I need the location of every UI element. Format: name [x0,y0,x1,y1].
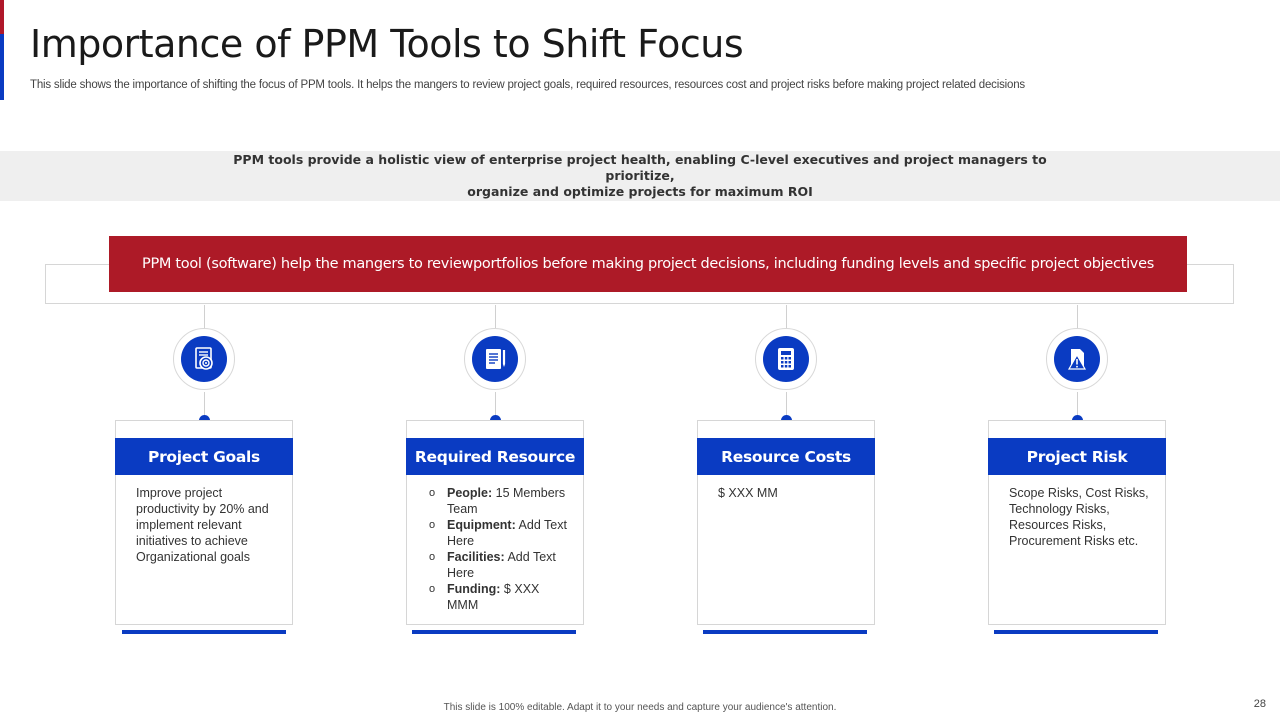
list-item [427,581,567,613]
card-underline [412,630,576,634]
card-title: Project Risk [988,438,1166,475]
item-label: Equipment: [447,518,516,532]
card-text: Improve project productivity by 20% and implement relevant initiatives to achieve Organizational goals [136,486,269,564]
highlight-line-2: organize and optimize projects for maximum ROI [467,184,813,199]
calculator-icon [763,336,809,382]
connector-line [1077,392,1078,416]
red-banner: PPM tool (software) help the mangers to reviewportfolios before making project decisions, including funding levels and specific project objectives [109,236,1187,292]
card-body [718,485,858,501]
page-title: Importance of PPM Tools to Shift Focus [30,22,744,66]
card-body [1009,485,1149,549]
item-label: People: [447,486,493,500]
card-required-resource [406,420,584,625]
accent-bar-red [0,0,4,34]
card-text: $ XXX MM [718,486,778,500]
connector-line [495,305,496,328]
list-item [427,517,567,549]
card-title: Required Resource [406,438,584,475]
item-text: 15 Members Team [447,486,566,516]
item-text: $ XXX MMM [447,582,540,612]
card-body [136,485,276,565]
resource-list [427,485,567,613]
footer-note: This slide is 100% editable. Adapt it to your needs and capture your audience's attention. [443,702,837,713]
card-text: Scope Risks, Cost Risks, Technology Risks, Resources Risks, Procurement Risks etc. [1009,486,1149,548]
connector-line [204,392,205,416]
connector-line [204,305,205,328]
item-text: Add Text Here [447,550,556,580]
icon-circle [173,328,235,390]
card-underline [994,630,1158,634]
card-underline [122,630,286,634]
card-resource-costs [697,420,875,625]
list-item [427,485,567,517]
icon-circle [464,328,526,390]
item-label: Facilities: [447,550,505,564]
item-label: Funding: [447,582,501,596]
list-item [427,549,567,581]
card-project-goals [115,420,293,625]
card-body [427,485,567,613]
card-title: Project Goals [115,438,293,475]
card-project-risk [988,420,1166,625]
card-title: Resource Costs [697,438,875,475]
highlight-band [0,151,1280,201]
accent-bar-blue [0,34,4,100]
target-document-icon [181,336,227,382]
card-underline [703,630,867,634]
page-subtitle: This slide shows the importance of shifting the focus of PPM tools. It helps the mangers to review project goals, required resources, resources cost and project risks before making project related decisions [30,79,1025,91]
document-pen-icon [472,336,518,382]
icon-circle [755,328,817,390]
highlight-line-1: PPM tools provide a holistic view of enterprise project health, enabling C-level executives and project managers to prioritize, [233,152,1047,183]
connector-line [495,392,496,416]
connector-line [786,392,787,416]
icon-circle [1046,328,1108,390]
item-text: Add Text Here [447,518,567,548]
highlight-text [220,152,1060,200]
connector-line [1077,305,1078,328]
connector-line [786,305,787,328]
risk-warning-icon [1054,336,1100,382]
page-number: 28 [1253,698,1266,710]
